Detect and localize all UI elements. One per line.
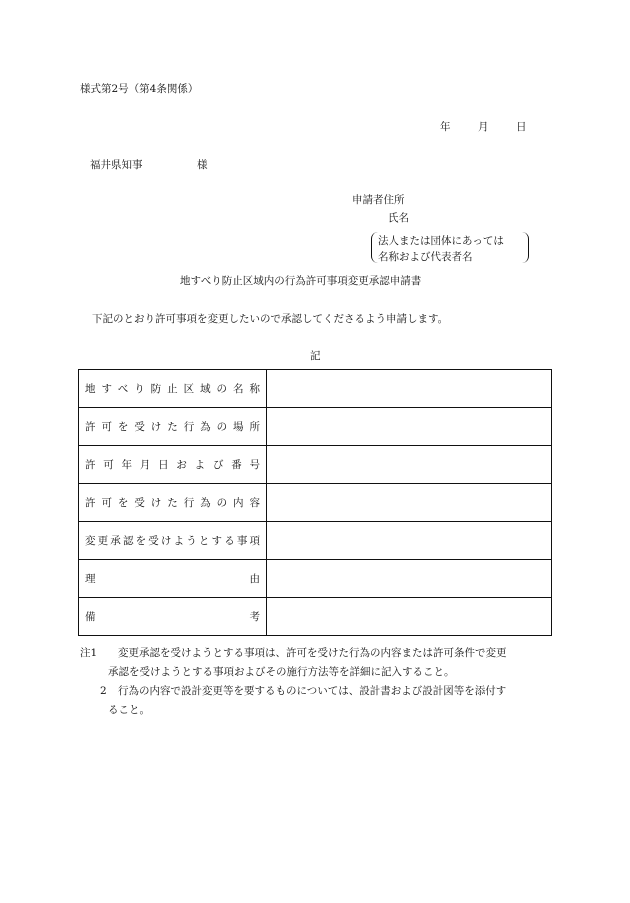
row-label-cell bbox=[79, 522, 267, 560]
table-row bbox=[79, 408, 552, 446]
row-label-cell bbox=[79, 408, 267, 446]
row-label-cell bbox=[79, 446, 267, 484]
intro-text: 下記のとおり許可事項を変更したいので承認してくださるよう申請します。 bbox=[92, 313, 449, 325]
addressee-name: 福井県知事 bbox=[90, 159, 143, 171]
row-label-cell bbox=[79, 560, 267, 598]
row-label: 許可を受けた行為の内容 bbox=[85, 497, 260, 509]
table-row bbox=[79, 446, 552, 484]
note-1 bbox=[80, 644, 507, 663]
row-label: 理由 bbox=[85, 573, 260, 585]
row-label: 許可を受けた行為の場所 bbox=[85, 421, 260, 433]
row-value-cell[interactable] bbox=[267, 370, 552, 408]
table-row bbox=[79, 484, 552, 522]
table-row bbox=[79, 560, 552, 598]
note-2-line2: ること。 bbox=[108, 704, 150, 716]
date-day-label: 日 bbox=[516, 121, 527, 133]
addressee-line bbox=[90, 157, 208, 172]
corporate-note-line1: 法人または団体にあっては bbox=[378, 235, 504, 247]
row-label: 備考 bbox=[85, 611, 260, 623]
corporate-note-line2: 名称および代表者名 bbox=[378, 251, 473, 263]
date-month-label: 月 bbox=[478, 121, 489, 133]
row-label-cell bbox=[79, 598, 267, 636]
table-row bbox=[79, 522, 552, 560]
note-1-line2: 承認を受けようとする事項およびその施行方法等を詳細に記入すること。 bbox=[108, 666, 455, 678]
form-number: 様式第2号（第4条関係） bbox=[80, 83, 199, 95]
row-value-cell[interactable] bbox=[267, 560, 552, 598]
notes-section bbox=[80, 644, 507, 720]
row-value-cell[interactable] bbox=[267, 446, 552, 484]
document-title: 地すべり防止区域内の行為許可事項変更承認申請書 bbox=[180, 275, 422, 287]
items-table bbox=[78, 369, 552, 636]
row-label-cell bbox=[79, 484, 267, 522]
ki-heading: 記 bbox=[310, 350, 321, 362]
note-2 bbox=[80, 682, 507, 701]
note-2-line1: 行為の内容で設計変更等を要するものについては、設計書および設計図等を添付す bbox=[118, 685, 507, 697]
date-year-label: 年 bbox=[440, 121, 451, 133]
row-label: 地すべり防止区域の名称 bbox=[85, 383, 260, 395]
table-row bbox=[79, 370, 552, 408]
addressee-honorific: 様 bbox=[197, 159, 208, 171]
applicant-name-label: 氏名 bbox=[388, 212, 409, 224]
row-value-cell[interactable] bbox=[267, 484, 552, 522]
note-1-number: 注1 bbox=[80, 647, 98, 659]
row-label: 変更承認を受けようとする事項 bbox=[85, 535, 260, 547]
applicant-address-label: 申請者住所 bbox=[352, 194, 405, 206]
row-label-cell bbox=[79, 370, 267, 408]
row-value-cell[interactable] bbox=[267, 408, 552, 446]
note-1-line1: 変更承認を受けようとする事項は、許可を受けた行為の内容または許可条件で変更 bbox=[118, 647, 507, 659]
table-row bbox=[79, 598, 552, 636]
row-label: 許可年月日および番号 bbox=[85, 459, 260, 471]
note-2-number: 2 bbox=[100, 685, 107, 697]
row-value-cell[interactable] bbox=[267, 522, 552, 560]
row-value-cell[interactable] bbox=[267, 598, 552, 636]
date-line bbox=[440, 119, 527, 134]
